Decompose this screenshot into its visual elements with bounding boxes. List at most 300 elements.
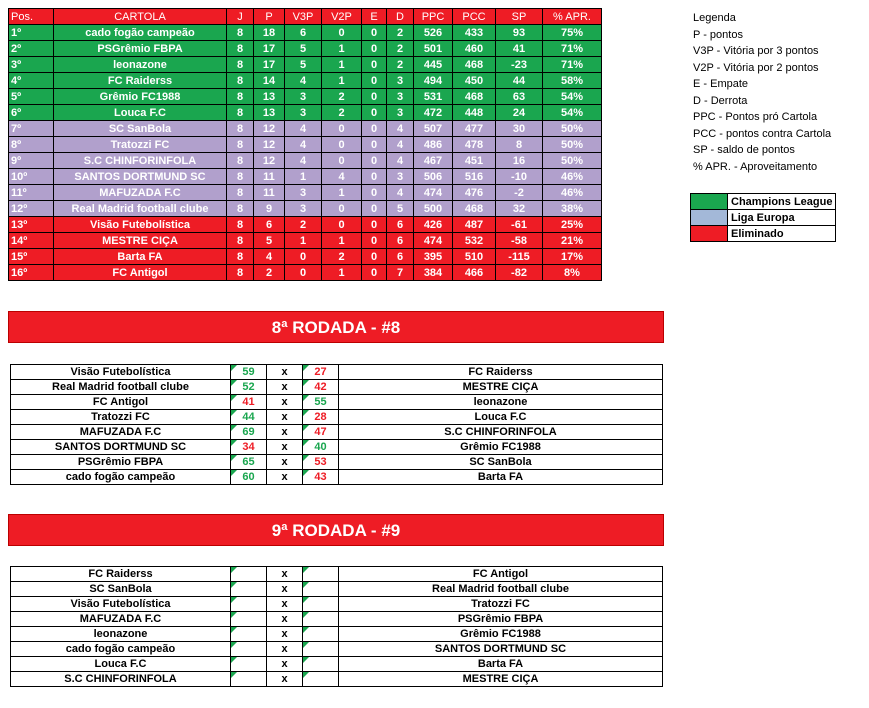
standings-cell: 5 [254,233,285,249]
standings-cell: 477 [453,121,496,137]
standings-cell: 8 [227,265,254,281]
match-row [11,380,663,395]
away-team: MESTRE CIÇA [339,672,663,687]
standings-cell: 1 [285,169,322,185]
standings-cell: 4 [285,121,322,137]
standings-cell: 1 [322,185,362,201]
standings-cell: 0 [362,233,387,249]
standings-cell: 8 [227,41,254,57]
standings-cell: 2 [322,89,362,105]
standings-cell: 7º [9,121,54,137]
standings-cell: 6º [9,105,54,121]
versus-separator: x [267,470,303,485]
team-name: Real Madrid football clube [54,201,227,217]
standings-row [9,105,602,121]
standings-cell: 8 [227,233,254,249]
standings-cell: 445 [414,57,453,73]
away-team: SANTOS DORTMUND SC [339,642,663,657]
team-name: FC Antigol [54,265,227,281]
standings-cell: 8 [227,169,254,185]
standings-cell: 0 [362,57,387,73]
standings-cell: 0 [322,201,362,217]
standings-cell: 6 [387,249,414,265]
versus-separator: x [267,672,303,687]
home-team: S.C CHINFORINFOLA [11,672,231,687]
standings-cell: 8 [227,57,254,73]
standings-cell: 4 [254,249,285,265]
standings-cell: 8% [543,265,602,281]
standings-cell: 12 [254,121,285,137]
away-team: Tratozzi FC [339,597,663,612]
legend-line: P - pontos [693,28,743,41]
home-team: Real Madrid football clube [11,380,231,395]
standings-cell: 58% [543,73,602,89]
standings-cell: 3 [387,89,414,105]
standings-cell: 2 [387,25,414,41]
standings-row [9,89,602,105]
standings-header-cell: J [227,9,254,25]
round-9-matches [10,566,663,687]
team-name: Tratozzi FC [54,137,227,153]
standings-cell: 1 [322,73,362,89]
standings-header-cell: Pos. [9,9,54,25]
standings-cell: 468 [453,89,496,105]
standings-cell: 12 [254,137,285,153]
match-row [11,395,663,410]
standings-cell: 4 [285,137,322,153]
standings-cell: 0 [362,89,387,105]
standings-cell: 17 [254,57,285,73]
standings-header-cell: PCC [453,9,496,25]
standings-cell: 8 [227,137,254,153]
legend-line: % APR. - Aproveitamento [693,160,818,173]
standings-cell: 15º [9,249,54,265]
standings-cell: 14º [9,233,54,249]
team-name: Grêmio FC1988 [54,89,227,105]
standings-cell: 6 [285,25,322,41]
standings-cell: -23 [496,57,543,73]
standings-cell: 451 [453,153,496,169]
standings-cell: 9º [9,153,54,169]
standings-cell: 460 [453,41,496,57]
home-team: MAFUZADA F.C [11,425,231,440]
legend-line: D - Derrota [693,94,748,107]
standings-cell: 0 [285,249,322,265]
away-score [303,627,339,642]
legend-line: SP - saldo de pontos [693,144,795,156]
legend-line: V2P - Vitória por 2 pontos [693,61,819,74]
standings-cell: 5 [285,57,322,73]
team-name: Visão Futebolística [54,217,227,233]
standings-cell: 0 [285,265,322,281]
legend-line: PPC - Pontos pró Cartola [693,111,818,123]
standings-cell: 50% [543,121,602,137]
versus-separator: x [267,425,303,440]
legend-zone-row [691,194,836,210]
standings-cell: 0 [362,169,387,185]
standings-cell: 448 [453,105,496,121]
standings-cell: 6 [387,233,414,249]
away-team: Barta FA [339,470,663,485]
match-row [11,627,663,642]
match-row [11,470,663,485]
home-score: 41 [231,395,267,410]
standings-cell: 71% [543,57,602,73]
standings-cell: 2 [387,41,414,57]
away-score [303,612,339,627]
standings-table [8,8,602,281]
versus-separator: x [267,365,303,380]
standings-cell: 1 [322,233,362,249]
standings-cell: -61 [496,217,543,233]
standings-cell: 450 [453,73,496,89]
standings-cell: 21% [543,233,602,249]
legend-swatch [691,226,728,242]
standings-cell: 433 [453,25,496,41]
home-team: FC Raiderss [11,567,231,582]
standings-cell: 501 [414,41,453,57]
standings-cell: 93 [496,25,543,41]
standings-cell: 478 [453,137,496,153]
standings-cell: 38% [543,201,602,217]
home-team: SANTOS DORTMUND SC [11,440,231,455]
home-score [231,612,267,627]
legend [693,10,831,175]
standings-cell: 2 [285,217,322,233]
away-score [303,582,339,597]
standings-cell: 10º [9,169,54,185]
standings-cell: 0 [322,153,362,169]
legend-zones [690,193,836,242]
standings-cell: 4 [387,153,414,169]
standings-cell: 8 [227,73,254,89]
standings-cell: 12 [254,153,285,169]
standings-cell: 2 [387,57,414,73]
home-team: Tratozzi FC [11,410,231,425]
home-score [231,672,267,687]
standings-cell: -82 [496,265,543,281]
away-team: Real Madrid football clube [339,582,663,597]
standings-cell: 0 [322,217,362,233]
standings-cell: 0 [362,217,387,233]
standings-cell: 474 [414,233,453,249]
standings-cell: 8 [227,185,254,201]
away-score: 55 [303,395,339,410]
standings-cell: 0 [362,25,387,41]
home-score [231,642,267,657]
standings-cell: 426 [414,217,453,233]
versus-separator: x [267,395,303,410]
home-team: cado fogão campeão [11,470,231,485]
standings-row [9,185,602,201]
team-name: MESTRE CIÇA [54,233,227,249]
away-score: 28 [303,410,339,425]
versus-separator: x [267,567,303,582]
versus-separator: x [267,440,303,455]
standings-cell: 395 [414,249,453,265]
standings-header-row [9,9,602,25]
away-score: 27 [303,365,339,380]
legend-zone-row [691,210,836,226]
standings-cell: 8º [9,137,54,153]
standings-cell: 531 [414,89,453,105]
standings-header-cell: SP [496,9,543,25]
standings-header-cell: P [254,9,285,25]
standings-cell: 0 [322,121,362,137]
standings-cell: 5 [387,201,414,217]
home-team: Visão Futebolística [11,597,231,612]
standings-cell: 13 [254,105,285,121]
away-team: leonazone [339,395,663,410]
legend-zone-label: Eliminado [728,226,836,242]
home-team: cado fogão campeão [11,642,231,657]
standings-cell: 50% [543,153,602,169]
standings-header-cell: V3P [285,9,322,25]
standings-row [9,153,602,169]
standings-cell: 44 [496,73,543,89]
standings-cell: 11 [254,169,285,185]
standings-cell: -2 [496,185,543,201]
standings-row [9,41,602,57]
standings-cell: 510 [453,249,496,265]
home-team: leonazone [11,627,231,642]
legend-zone-row [691,226,836,242]
team-name: leonazone [54,57,227,73]
standings-cell: 466 [453,265,496,281]
standings-cell: 526 [414,25,453,41]
standings-cell: 2 [322,105,362,121]
legend-swatch [691,210,728,226]
standings-cell: 4 [285,153,322,169]
legend-swatch [691,194,728,210]
versus-separator: x [267,597,303,612]
home-score: 44 [231,410,267,425]
standings-header-cell: V2P [322,9,362,25]
team-name: FC Raiderss [54,73,227,89]
match-row [11,642,663,657]
team-name: PSGrêmio FBPA [54,41,227,57]
standings-cell: 24 [496,105,543,121]
standings-cell: 1 [285,233,322,249]
standings-cell: 1 [322,57,362,73]
standings-cell: -10 [496,169,543,185]
standings-cell: 1º [9,25,54,41]
standings-cell: 71% [543,41,602,57]
standings-cell: 3 [387,105,414,121]
away-team: MESTRE CIÇA [339,380,663,395]
standings-cell: 5 [285,41,322,57]
standings-cell: 11º [9,185,54,201]
standings-cell: 4 [322,169,362,185]
standings-cell: 50% [543,137,602,153]
standings-cell: 476 [453,185,496,201]
standings-cell: 3 [285,185,322,201]
standings-cell: 3 [285,89,322,105]
away-score [303,597,339,612]
standings-cell: 3 [285,105,322,121]
standings-cell: 13º [9,217,54,233]
away-score: 42 [303,380,339,395]
home-score [231,567,267,582]
match-row [11,657,663,672]
legend-title: Legenda [693,12,736,24]
standings-cell: 8 [227,121,254,137]
away-score [303,642,339,657]
standings-row [9,217,602,233]
standings-cell: 0 [362,265,387,281]
standings-cell: 468 [453,201,496,217]
standings-cell: 32 [496,201,543,217]
away-team: SC SanBola [339,455,663,470]
standings-cell: 8 [227,105,254,121]
standings-cell: 6 [254,217,285,233]
standings-cell: 7 [387,265,414,281]
away-team: FC Raiderss [339,365,663,380]
standings-cell: 1 [322,265,362,281]
away-score [303,672,339,687]
standings-cell: 507 [414,121,453,137]
team-name: MAFUZADA F.C [54,185,227,201]
home-team: MAFUZADA F.C [11,612,231,627]
home-score: 59 [231,365,267,380]
standings-cell: 474 [414,185,453,201]
away-score: 47 [303,425,339,440]
standings-row [9,25,602,41]
standings-cell: 14 [254,73,285,89]
standings-cell: -58 [496,233,543,249]
standings-cell: 63 [496,89,543,105]
standings-cell: 4 [285,73,322,89]
home-score: 52 [231,380,267,395]
standings-cell: 4 [387,137,414,153]
standings-cell: 8 [227,153,254,169]
standings-cell: 17% [543,249,602,265]
match-row [11,455,663,470]
match-row [11,582,663,597]
standings-cell: 2 [322,249,362,265]
match-row [11,410,663,425]
away-team: Louca F.C [339,410,663,425]
standings-cell: 25% [543,217,602,233]
standings-cell: 46% [543,185,602,201]
away-team: PSGrêmio FBPA [339,612,663,627]
standings-row [9,249,602,265]
standings-row [9,137,602,153]
standings-cell: 11 [254,185,285,201]
away-score: 53 [303,455,339,470]
standings-cell: 4º [9,73,54,89]
standings-cell: 8 [227,89,254,105]
standings-cell: 8 [227,201,254,217]
round-9-banner: 9ª RODADA - #9 [8,514,664,546]
standings-cell: 516 [453,169,496,185]
standings-cell: 16º [9,265,54,281]
legend-line: PCC - pontos contra Cartola [693,127,832,140]
versus-separator: x [267,612,303,627]
versus-separator: x [267,380,303,395]
match-row [11,612,663,627]
versus-separator: x [267,582,303,597]
match-row [11,425,663,440]
standings-cell: 487 [453,217,496,233]
away-team: Grêmio FC1988 [339,627,663,642]
standings-cell: 468 [453,57,496,73]
standings-cell: 0 [362,73,387,89]
standings-row [9,73,602,89]
legend-zone-label: Liga Europa [728,210,836,226]
standings-cell: 4 [387,185,414,201]
away-score [303,657,339,672]
standings-cell: 0 [362,105,387,121]
standings-row [9,57,602,73]
standings-cell: 486 [414,137,453,153]
home-score [231,657,267,672]
standings-cell: 500 [414,201,453,217]
standings-cell: 5º [9,89,54,105]
legend-line: V3P - Vitória por 3 pontos [693,45,819,57]
match-row [11,567,663,582]
standings-cell: 18 [254,25,285,41]
standings-cell: -115 [496,249,543,265]
standings-cell: 54% [543,89,602,105]
standings-cell: 0 [362,137,387,153]
standings-cell: 384 [414,265,453,281]
home-team: SC SanBola [11,582,231,597]
home-team: PSGrêmio FBPA [11,455,231,470]
standings-row [9,169,602,185]
standings-cell: 46% [543,169,602,185]
standings-header-cell: E [362,9,387,25]
standings-cell: 17 [254,41,285,57]
team-name: SC SanBola [54,121,227,137]
home-score: 65 [231,455,267,470]
standings-header-cell: % APR. [543,9,602,25]
versus-separator: x [267,455,303,470]
home-score [231,627,267,642]
versus-separator: x [267,410,303,425]
standings-cell: 8 [227,25,254,41]
legend-zone-label: Champions League [728,194,836,210]
standings-cell: 8 [227,217,254,233]
standings-cell: 0 [362,153,387,169]
standings-cell: 0 [362,121,387,137]
home-score [231,597,267,612]
legend-line: E - Empate [693,78,749,90]
standings-cell: 467 [414,153,453,169]
standings-cell: 30 [496,121,543,137]
standings-header-cell: CARTOLA [54,9,227,25]
standings-cell: 506 [414,169,453,185]
standings-row [9,233,602,249]
match-row [11,440,663,455]
away-team: FC Antigol [339,567,663,582]
away-score: 40 [303,440,339,455]
standings-cell: 8 [496,137,543,153]
versus-separator: x [267,627,303,642]
away-team: Barta FA [339,657,663,672]
standings-cell: 16 [496,153,543,169]
standings-cell: 0 [362,185,387,201]
standings-cell: 3 [387,73,414,89]
away-score [303,567,339,582]
standings-cell: 1 [322,41,362,57]
standings-cell: 3 [285,201,322,217]
standings-cell: 0 [322,137,362,153]
standings-cell: 2º [9,41,54,57]
standings-header-cell: PPC [414,9,453,25]
standings-cell: 3 [387,169,414,185]
standings-row [9,201,602,217]
